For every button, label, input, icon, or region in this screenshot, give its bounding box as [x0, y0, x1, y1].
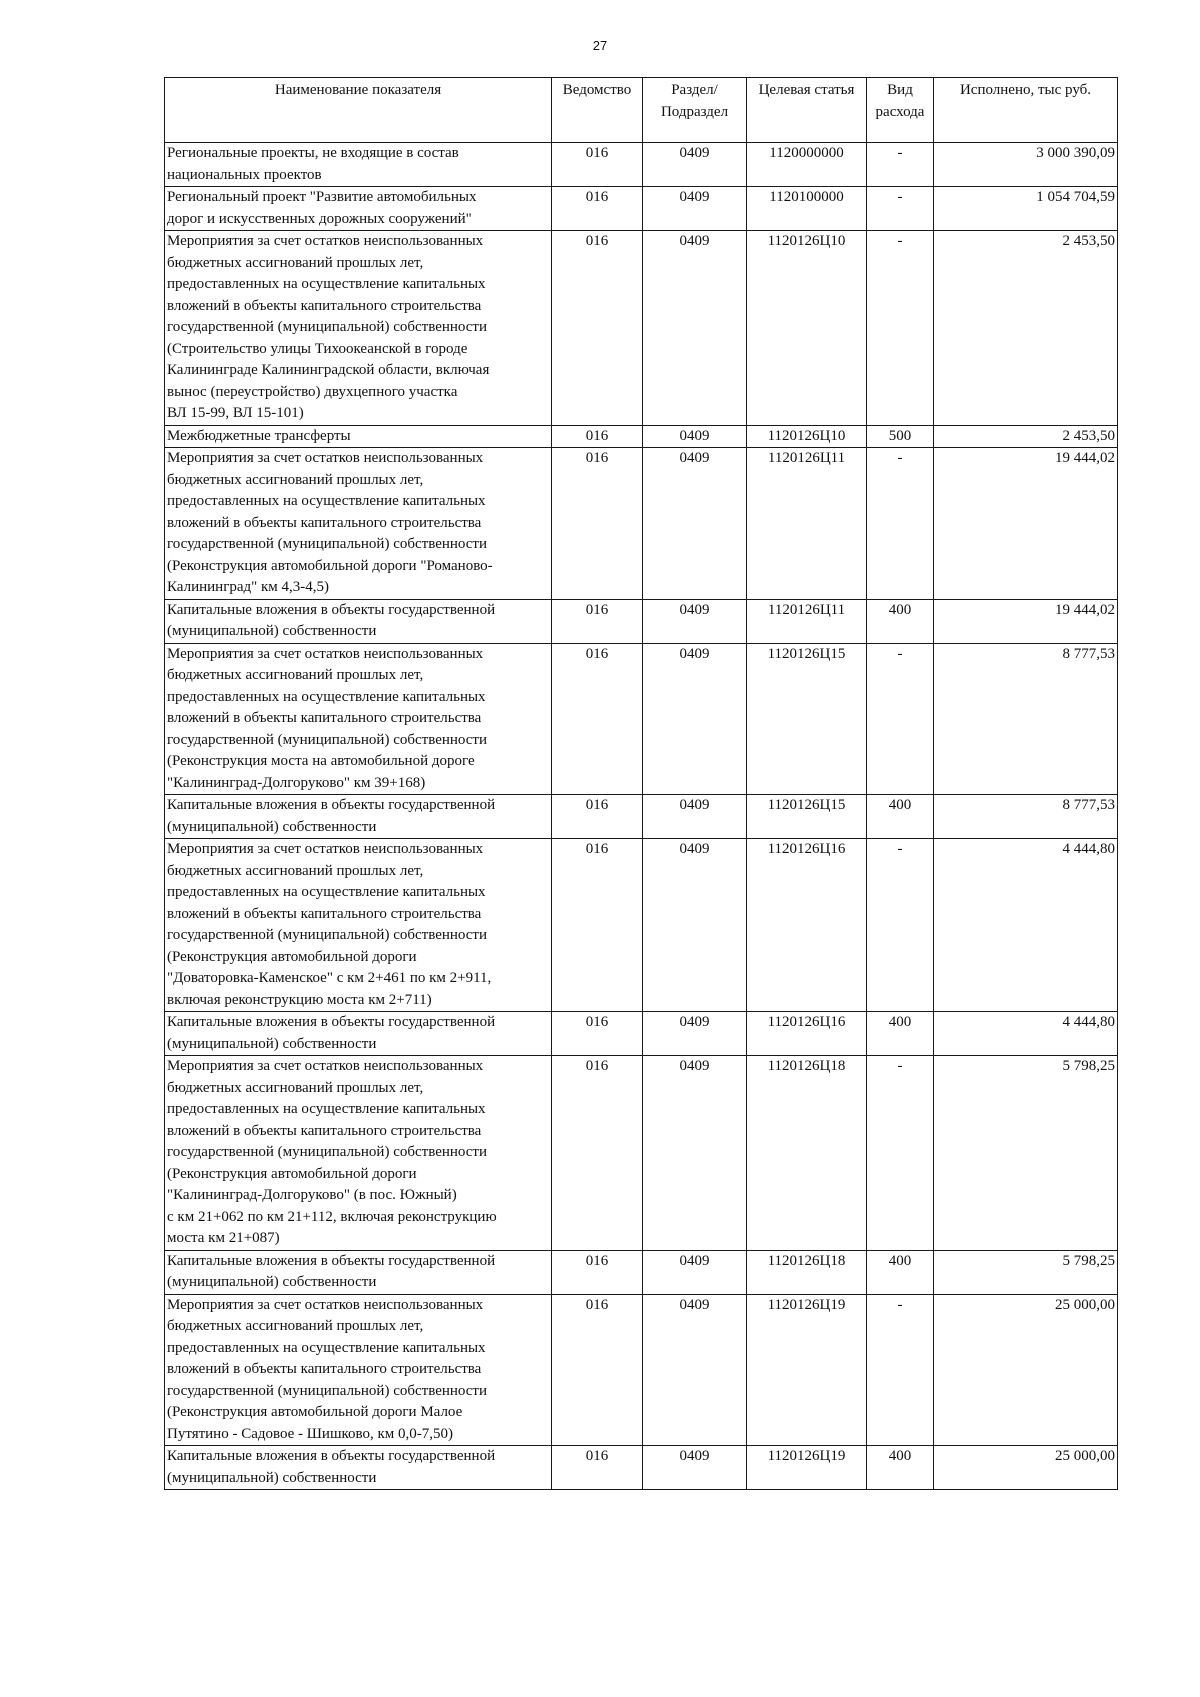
- cell-vedomstvo: 016: [552, 1294, 643, 1446]
- table-row: [165, 143, 1118, 187]
- cell-celevaya-statya: 1120126Ц16: [747, 1012, 867, 1056]
- cell-ispolneno: 25 000,00: [934, 1446, 1118, 1490]
- table-row: [165, 1012, 1118, 1056]
- cell-vedomstvo: 016: [552, 425, 643, 448]
- cell-vid-rashoda: 400: [867, 795, 934, 839]
- cell-razdel: 0409: [643, 1294, 747, 1446]
- cell-razdel: 0409: [643, 1250, 747, 1294]
- header-vid-rashoda: Вид расхода: [867, 78, 934, 143]
- cell-celevaya-statya: 1120126Ц18: [747, 1056, 867, 1251]
- cell-ispolneno: 1 054 704,59: [934, 187, 1118, 231]
- cell-vid-rashoda: 400: [867, 599, 934, 643]
- table-row: [165, 231, 1118, 426]
- cell-celevaya-statya: 1120126Ц11: [747, 448, 867, 600]
- cell-vedomstvo: 016: [552, 187, 643, 231]
- header-name: Наименование показателя: [165, 78, 552, 143]
- table-row: [165, 1056, 1118, 1251]
- cell-celevaya-statya: 1120000000: [747, 143, 867, 187]
- cell-celevaya-statya: 1120126Ц11: [747, 599, 867, 643]
- cell-razdel: 0409: [643, 795, 747, 839]
- cell-vedomstvo: 016: [552, 1012, 643, 1056]
- cell-celevaya-statya: 1120126Ц15: [747, 643, 867, 795]
- table-row: [165, 1250, 1118, 1294]
- cell-ispolneno: 5 798,25: [934, 1056, 1118, 1251]
- cell-vid-rashoda: -: [867, 187, 934, 231]
- cell-celevaya-statya: 1120126Ц19: [747, 1446, 867, 1490]
- cell-name: Капитальные вложения в объекты государственной (муниципальной) собственности: [165, 1012, 552, 1056]
- cell-razdel: 0409: [643, 1056, 747, 1251]
- header-razdel: Раздел/ Подраздел: [643, 78, 747, 143]
- cell-vid-rashoda: 400: [867, 1250, 934, 1294]
- cell-razdel: 0409: [643, 839, 747, 1012]
- table-row: [165, 448, 1118, 600]
- cell-ispolneno: 19 444,02: [934, 448, 1118, 600]
- cell-vedomstvo: 016: [552, 1250, 643, 1294]
- cell-razdel: 0409: [643, 425, 747, 448]
- cell-celevaya-statya: 1120126Ц15: [747, 795, 867, 839]
- cell-vid-rashoda: -: [867, 1294, 934, 1446]
- cell-vid-rashoda: -: [867, 143, 934, 187]
- table-row: [165, 795, 1118, 839]
- cell-name: Мероприятия за счет остатков неиспользованных бюджетных ассигнований прошлых лет, предоставленных на осуществление капитальных вложений в объекты капитального строительства государственной (муниципальной) собственности (Реконструкция автомобильной дороги "Калининград-Долгоруково" (в пос. Южный) с км 21+062 по км 21+112, включая реконструкцию моста км 21+087): [165, 1056, 552, 1251]
- cell-name: Капитальные вложения в объекты государственной (муниципальной) собственности: [165, 795, 552, 839]
- cell-razdel: 0409: [643, 599, 747, 643]
- cell-razdel: 0409: [643, 448, 747, 600]
- cell-vedomstvo: 016: [552, 448, 643, 600]
- cell-ispolneno: 5 798,25: [934, 1250, 1118, 1294]
- page-number: 27: [592, 38, 608, 53]
- cell-name: Мероприятия за счет остатков неиспользованных бюджетных ассигнований прошлых лет, предоставленных на осуществление капитальных вложений в объекты капитального строительства государственной (муниципальной) собственности (Реконструкция автомобильной дороги "Доваторовка-Каменское" с км 2+461 по км 2+911, включая реконструкцию моста км 2+711): [165, 839, 552, 1012]
- cell-vedomstvo: 016: [552, 839, 643, 1012]
- header-row: [165, 78, 1118, 143]
- cell-name: Межбюджетные трансферты: [165, 425, 552, 448]
- cell-ispolneno: 8 777,53: [934, 643, 1118, 795]
- table-header: [165, 78, 1118, 143]
- cell-name: Региональный проект "Развитие автомобильных дорог и искусственных дорожных сооружений": [165, 187, 552, 231]
- cell-vedomstvo: 016: [552, 599, 643, 643]
- cell-vedomstvo: 016: [552, 143, 643, 187]
- cell-vid-rashoda: 400: [867, 1012, 934, 1056]
- cell-celevaya-statya: 1120100000: [747, 187, 867, 231]
- cell-vedomstvo: 016: [552, 643, 643, 795]
- cell-ispolneno: 19 444,02: [934, 599, 1118, 643]
- table-row: [165, 839, 1118, 1012]
- cell-ispolneno: 3 000 390,09: [934, 143, 1118, 187]
- cell-vedomstvo: 016: [552, 231, 643, 426]
- cell-vid-rashoda: -: [867, 839, 934, 1012]
- cell-razdel: 0409: [643, 1012, 747, 1056]
- cell-celevaya-statya: 1120126Ц18: [747, 1250, 867, 1294]
- cell-vid-rashoda: -: [867, 448, 934, 600]
- cell-razdel: 0409: [643, 143, 747, 187]
- cell-vid-rashoda: -: [867, 231, 934, 426]
- cell-ispolneno: 4 444,80: [934, 1012, 1118, 1056]
- cell-vedomstvo: 016: [552, 1056, 643, 1251]
- header-vedomstvo: Ведомство: [552, 78, 643, 143]
- cell-vid-rashoda: -: [867, 643, 934, 795]
- cell-name: Капитальные вложения в объекты государственной (муниципальной) собственности: [165, 599, 552, 643]
- cell-vid-rashoda: -: [867, 1056, 934, 1251]
- table-row: [165, 1294, 1118, 1446]
- cell-vid-rashoda: 500: [867, 425, 934, 448]
- cell-vedomstvo: 016: [552, 795, 643, 839]
- cell-name: Мероприятия за счет остатков неиспользованных бюджетных ассигнований прошлых лет, предоставленных на осуществление капитальных вложений в объекты капитального строительства государственной (муниципальной) собственности (Реконструкция автомобильной дороги Малое Путятино - Садовое - Шишково, км 0,0-7,50): [165, 1294, 552, 1446]
- cell-ispolneno: 2 453,50: [934, 425, 1118, 448]
- cell-vid-rashoda: 400: [867, 1446, 934, 1490]
- header-celevaya-statya: Целевая статья: [747, 78, 867, 143]
- cell-razdel: 0409: [643, 1446, 747, 1490]
- table-row: [165, 599, 1118, 643]
- cell-celevaya-statya: 1120126Ц16: [747, 839, 867, 1012]
- cell-ispolneno: 4 444,80: [934, 839, 1118, 1012]
- table-row: [165, 425, 1118, 448]
- header-ispolneno: Исполнено, тыс руб.: [934, 78, 1118, 143]
- cell-ispolneno: 25 000,00: [934, 1294, 1118, 1446]
- cell-razdel: 0409: [643, 643, 747, 795]
- cell-name: Мероприятия за счет остатков неиспользованных бюджетных ассигнований прошлых лет, предоставленных на осуществление капитальных вложений в объекты капитального строительства государственной (муниципальной) собственности (Реконструкция моста на автомобильной дороге "Калининград-Долгоруково" км 39+168): [165, 643, 552, 795]
- cell-name: Мероприятия за счет остатков неиспользованных бюджетных ассигнований прошлых лет, предоставленных на осуществление капитальных вложений в объекты капитального строительства государственной (муниципальной) собственности (Реконструкция автомобильной дороги "Романово- Калининград" км 4,3-4,5): [165, 448, 552, 600]
- cell-name: Мероприятия за счет остатков неиспользованных бюджетных ассигнований прошлых лет, предоставленных на осуществление капитальных вложений в объекты капитального строительства государственной (муниципальной) собственности (Строительство улицы Тихоокеанской в городе Калининграде Калининградской области, включая вынос (переустройство) двухцепного участка ВЛ 15-99, ВЛ 15-101): [165, 231, 552, 426]
- table-row: [165, 187, 1118, 231]
- cell-vedomstvo: 016: [552, 1446, 643, 1490]
- table-row: [165, 643, 1118, 795]
- cell-celevaya-statya: 1120126Ц10: [747, 231, 867, 426]
- cell-ispolneno: 2 453,50: [934, 231, 1118, 426]
- cell-celevaya-statya: 1120126Ц10: [747, 425, 867, 448]
- cell-name: Капитальные вложения в объекты государственной (муниципальной) собственности: [165, 1250, 552, 1294]
- cell-razdel: 0409: [643, 187, 747, 231]
- cell-name: Региональные проекты, не входящие в состав национальных проектов: [165, 143, 552, 187]
- cell-razdel: 0409: [643, 231, 747, 426]
- cell-celevaya-statya: 1120126Ц19: [747, 1294, 867, 1446]
- table-body: [165, 143, 1118, 1490]
- cell-name: Капитальные вложения в объекты государственной (муниципальной) собственности: [165, 1446, 552, 1490]
- budget-table: [164, 77, 1118, 1490]
- cell-ispolneno: 8 777,53: [934, 795, 1118, 839]
- table-row: [165, 1446, 1118, 1490]
